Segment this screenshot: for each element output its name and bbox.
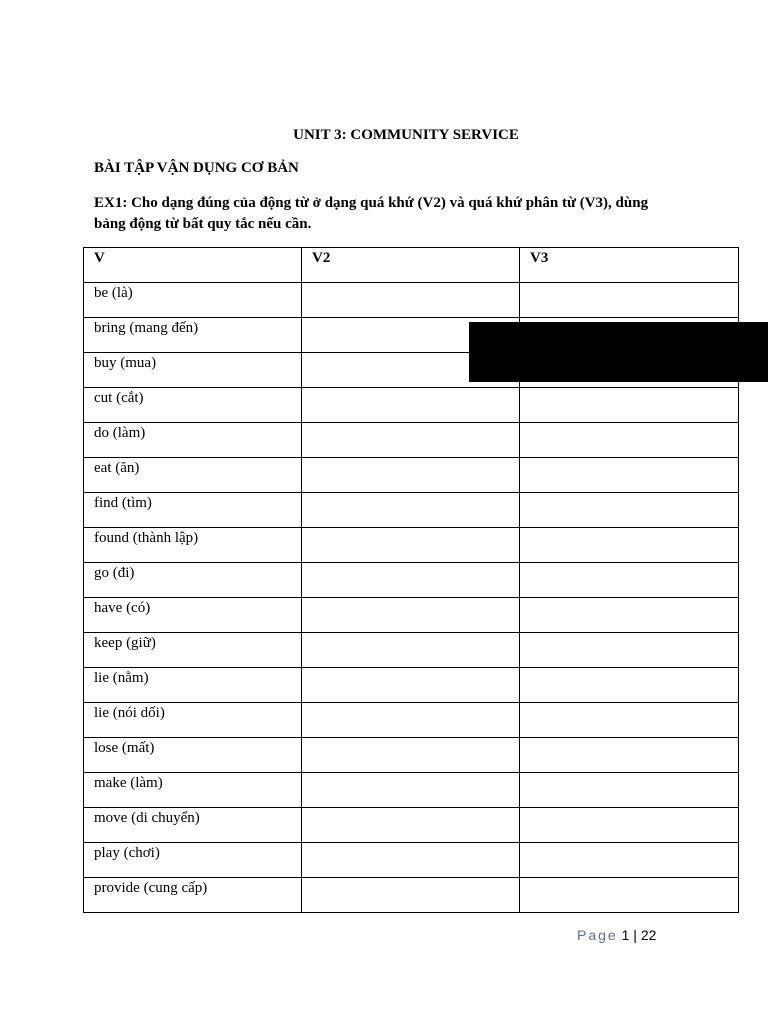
- v3-answer-cell[interactable]: [520, 843, 739, 878]
- exercise-instruction: EX1: Cho dạng đúng của động từ ở dạng quá khứ (V2) và quá khứ phân từ (V3), dùng bảng động từ bất quy tắc nếu cần.: [94, 195, 649, 232]
- verb-cell: play (chơi): [84, 843, 302, 878]
- table-row: [84, 843, 739, 878]
- v3-answer-cell[interactable]: [520, 283, 739, 318]
- verb-cell: lie (nói dối): [84, 703, 302, 738]
- v2-answer-cell[interactable]: [302, 703, 520, 738]
- table-row: [84, 423, 739, 458]
- v2-answer-cell[interactable]: [302, 738, 520, 773]
- page-title: UNIT 3: COMMUNITY SERVICE: [293, 127, 519, 143]
- v3-answer-cell[interactable]: [520, 878, 739, 913]
- table-row: [84, 458, 739, 493]
- table-row: [84, 878, 739, 913]
- v2-answer-cell[interactable]: [302, 493, 520, 528]
- footer-total-pages: 22: [640, 927, 657, 943]
- page-footer: [577, 927, 656, 943]
- table-row: [84, 773, 739, 808]
- verb-cell: cut (cắt): [84, 388, 302, 423]
- table-row: [84, 808, 739, 843]
- column-header-v2: V2: [302, 248, 520, 283]
- verb-cell: bring (mang đến): [84, 318, 302, 353]
- table-row: [84, 528, 739, 563]
- v3-answer-cell[interactable]: [520, 773, 739, 808]
- footer-separator: |: [633, 927, 637, 943]
- v2-answer-cell[interactable]: [302, 388, 520, 423]
- verb-cell: be (là): [84, 283, 302, 318]
- footer-page-word: Page: [577, 927, 618, 943]
- verb-cell: make (làm): [84, 773, 302, 808]
- redaction-block: [469, 322, 768, 382]
- v3-answer-cell[interactable]: [520, 423, 739, 458]
- v2-answer-cell[interactable]: [302, 563, 520, 598]
- verb-cell: lose (mất): [84, 738, 302, 773]
- verb-cell: find (tìm): [84, 493, 302, 528]
- verb-cell: have (có): [84, 598, 302, 633]
- footer-page-number: 1: [621, 927, 630, 943]
- v2-answer-cell[interactable]: [302, 598, 520, 633]
- table-row: [84, 493, 739, 528]
- v2-answer-cell[interactable]: [302, 283, 520, 318]
- table-row: [84, 388, 739, 423]
- table-row: [84, 703, 739, 738]
- v3-answer-cell[interactable]: [520, 598, 739, 633]
- verb-cell: go (đi): [84, 563, 302, 598]
- verb-cell: lie (nằm): [84, 668, 302, 703]
- v3-answer-cell[interactable]: [520, 633, 739, 668]
- table-row: [84, 563, 739, 598]
- verb-cell: do (làm): [84, 423, 302, 458]
- column-header-v: V: [84, 248, 302, 283]
- v2-answer-cell[interactable]: [302, 773, 520, 808]
- v3-answer-cell[interactable]: [520, 528, 739, 563]
- table-row: [84, 633, 739, 668]
- v2-answer-cell[interactable]: [302, 458, 520, 493]
- table-row: [84, 738, 739, 773]
- v3-answer-cell[interactable]: [520, 458, 739, 493]
- column-header-v3: V3: [520, 248, 739, 283]
- v3-answer-cell[interactable]: [520, 493, 739, 528]
- v2-answer-cell[interactable]: [302, 668, 520, 703]
- v2-answer-cell[interactable]: [302, 633, 520, 668]
- verb-cell: eat (ăn): [84, 458, 302, 493]
- table-row: [84, 283, 739, 318]
- table-header-row: [84, 248, 739, 283]
- v2-answer-cell[interactable]: [302, 843, 520, 878]
- v2-answer-cell[interactable]: [302, 878, 520, 913]
- verb-cell: provide (cung cấp): [84, 878, 302, 913]
- table-row: [84, 598, 739, 633]
- verb-cell: move (di chuyển): [84, 808, 302, 843]
- verb-cell: keep (giữ): [84, 633, 302, 668]
- table-row: [84, 668, 739, 703]
- v3-answer-cell[interactable]: [520, 668, 739, 703]
- v2-answer-cell[interactable]: [302, 808, 520, 843]
- v3-answer-cell[interactable]: [520, 703, 739, 738]
- v3-answer-cell[interactable]: [520, 563, 739, 598]
- section-subtitle: BÀI TẬP VẬN DỤNG CƠ BẢN: [94, 160, 299, 176]
- verb-cell: buy (mua): [84, 353, 302, 388]
- verb-cell: found (thành lập): [84, 528, 302, 563]
- v3-answer-cell[interactable]: [520, 388, 739, 423]
- v2-answer-cell[interactable]: [302, 528, 520, 563]
- v3-answer-cell[interactable]: [520, 808, 739, 843]
- v2-answer-cell[interactable]: [302, 423, 520, 458]
- v3-answer-cell[interactable]: [520, 738, 739, 773]
